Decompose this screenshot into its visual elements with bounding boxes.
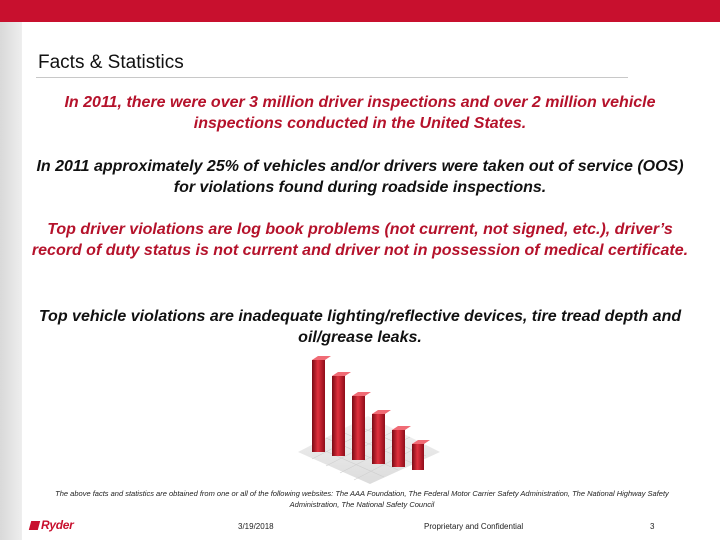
left-gray-strip	[0, 22, 22, 540]
ryder-logo	[30, 518, 74, 532]
chart-bar-1	[312, 360, 325, 452]
paragraph-vehicle-violations: Top vehicle violations are inadequate lighting/reflective devices, tire tread depth and oil/grease leaks.	[38, 308, 682, 346]
chart-bar-2-top	[332, 372, 351, 376]
chart-bar-4	[372, 414, 385, 464]
chart-bar-3-top	[352, 392, 371, 396]
ryder-logo-text: Ryder	[41, 518, 74, 532]
chart-bar-5	[392, 430, 405, 467]
top-accent-bar	[0, 0, 720, 22]
chart-bar-4-top	[372, 410, 391, 414]
paragraph-inspections: In 2011, there were over 3 million driver inspections and over 2 million vehicle inspections conducted in the United States.	[64, 94, 656, 132]
footer-confidential: Proprietary and Confidential	[424, 522, 524, 531]
footer-date: 3/19/2018	[238, 522, 274, 531]
footer-page-number: 3	[650, 522, 655, 531]
declining-bar-chart-icon	[298, 356, 440, 484]
chart-bar-6	[412, 444, 424, 470]
sources-footnote: The above facts and statistics are obtained from one or all of the following websites: The AAA Foundation, The Federal Motor Carrier Safety Administration, The National Highway Safety Administration, The National Safety Council	[55, 489, 669, 509]
paragraph-out-of-service: In 2011 approximately 25% of vehicles and/or drivers were taken out of service (OOS) for violations found during roadside inspections.	[36, 158, 684, 196]
chart-illustration	[298, 356, 440, 484]
title-divider	[36, 77, 628, 78]
chart-bar-1-top	[312, 356, 331, 360]
slide-title: Facts & Statistics	[38, 52, 184, 73]
chart-bar-3	[352, 396, 365, 460]
chart-bar-2	[332, 376, 345, 456]
paragraph-driver-violations: Top driver violations are log book problems (not current, not signed, etc.), driver’s record of duty status is not current and driver not in possession of medical certificate.	[31, 221, 689, 259]
ryder-logo-mark-icon	[29, 521, 40, 530]
chart-bar-5-top	[392, 426, 411, 430]
